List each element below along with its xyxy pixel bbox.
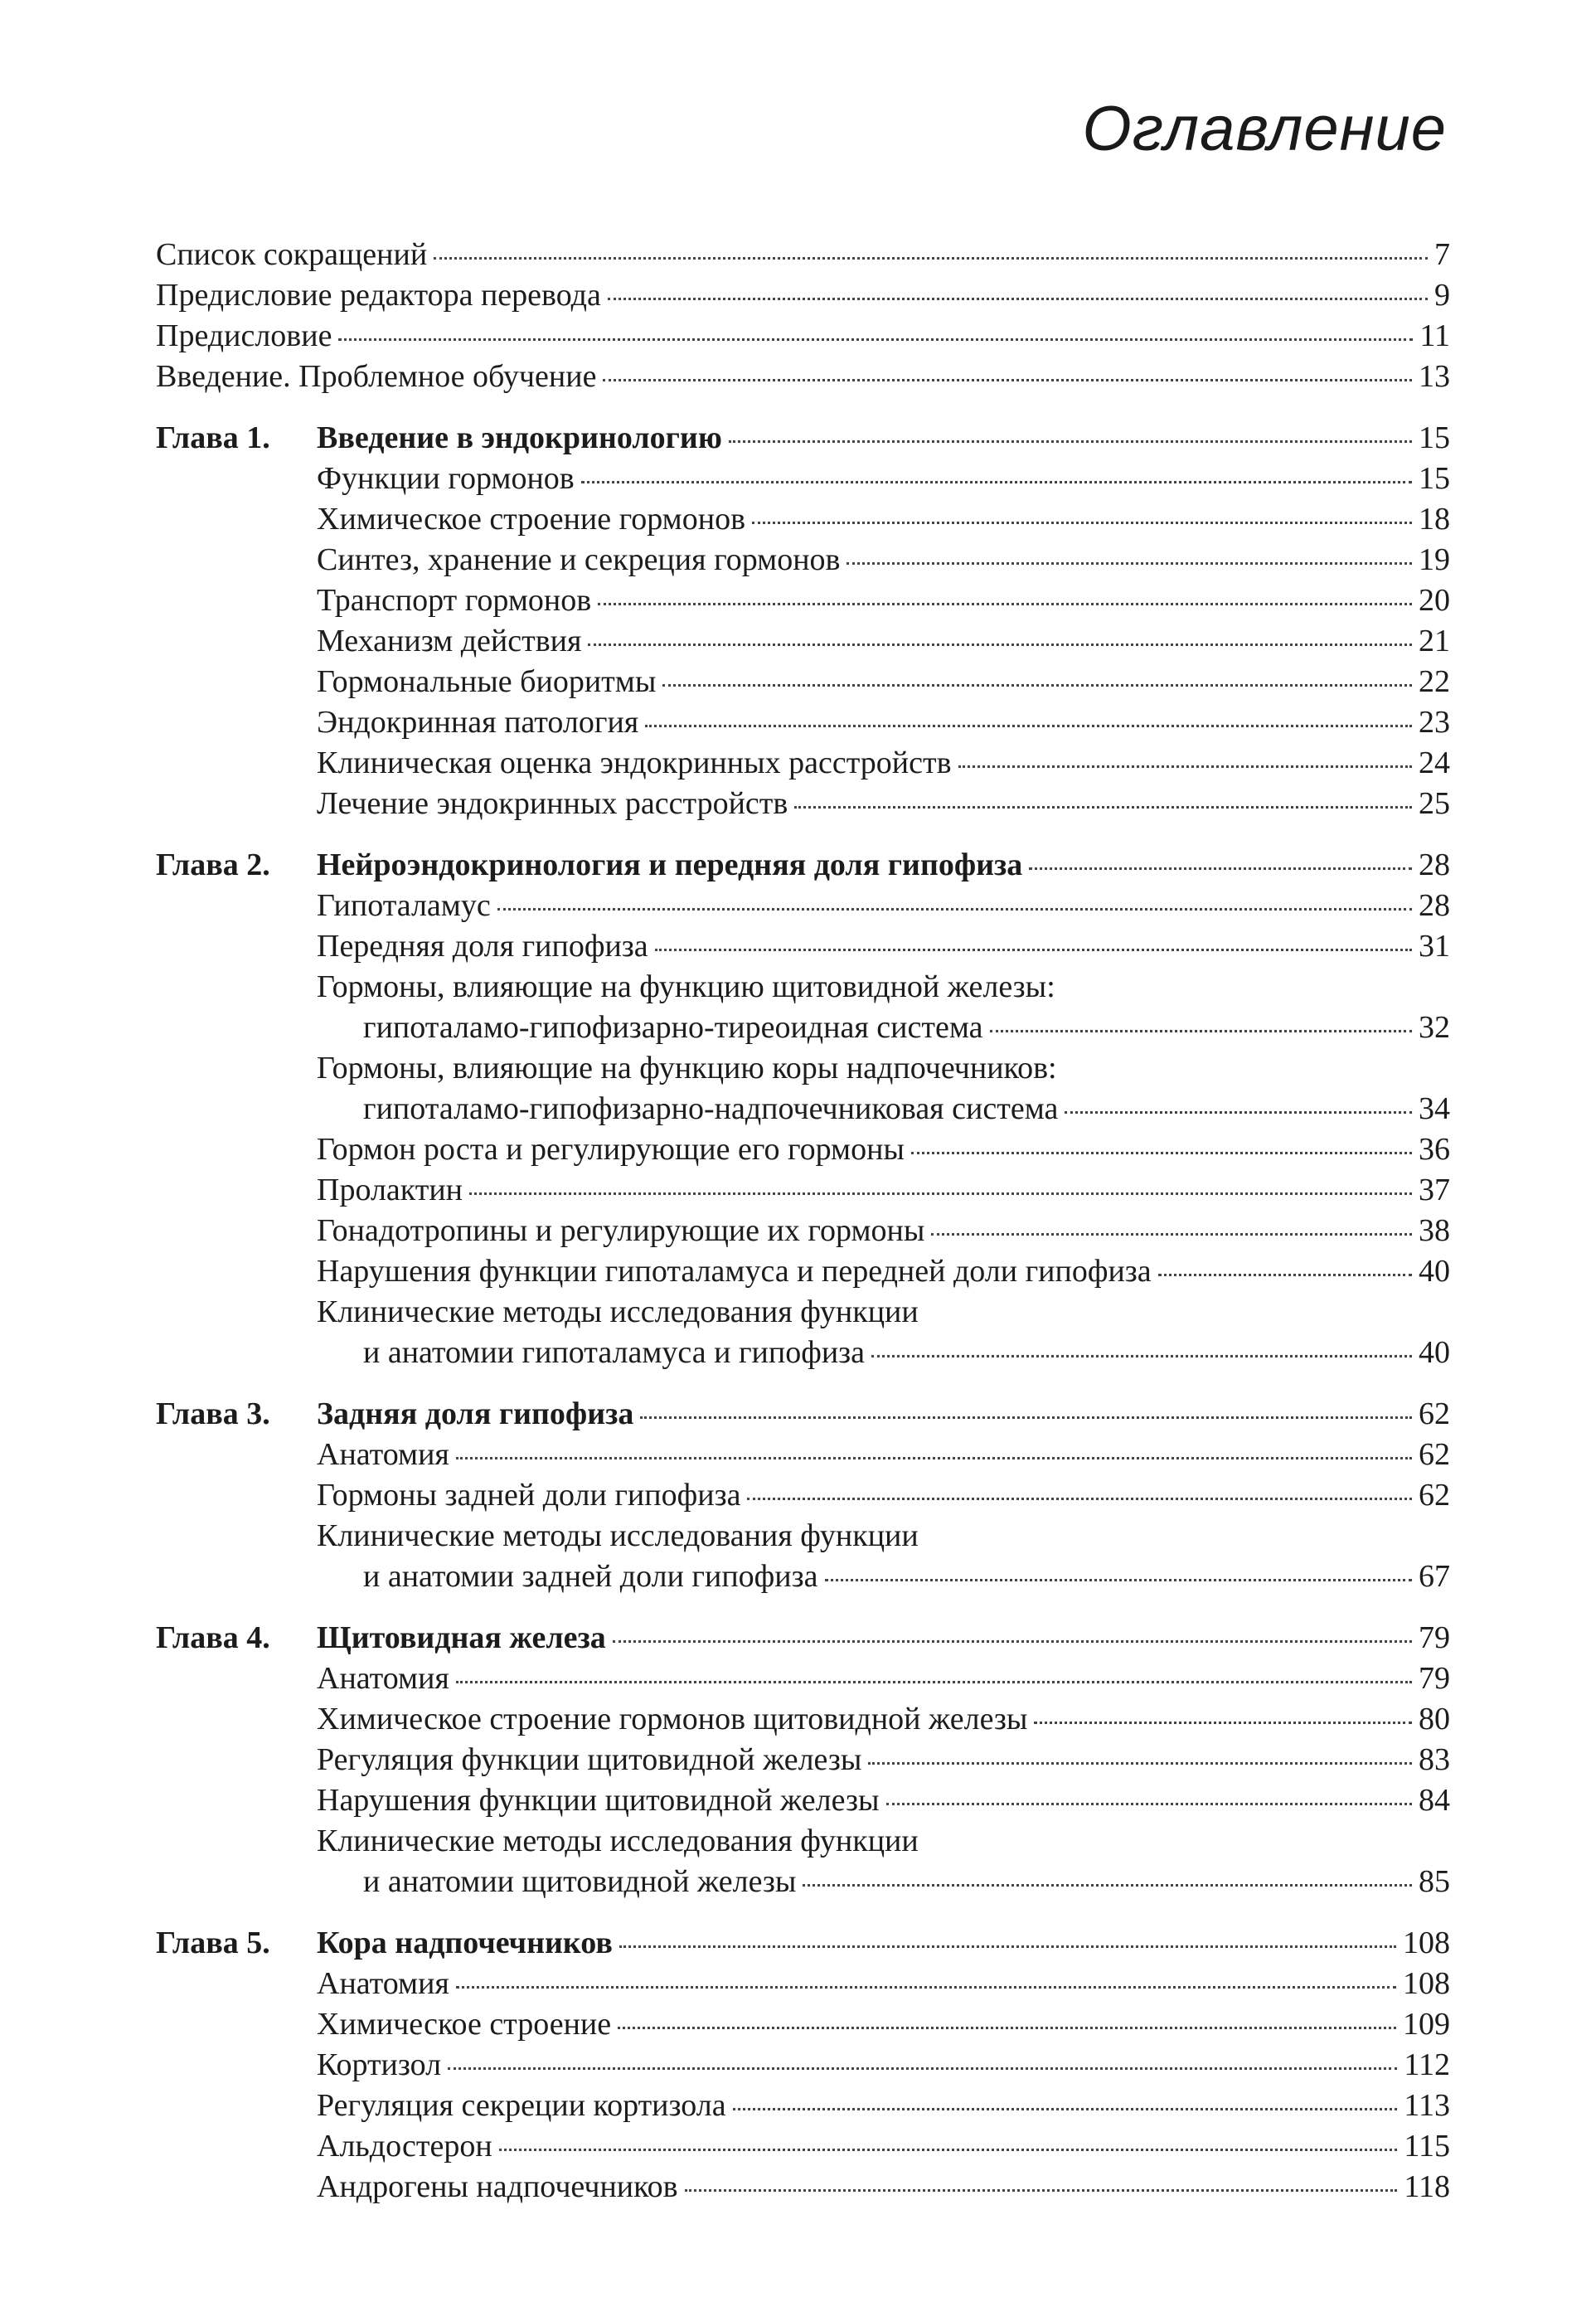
toc-page-number: 11 — [1419, 318, 1450, 353]
dot-leader — [618, 2027, 1396, 2029]
dot-leader — [469, 1192, 1412, 1195]
toc-entry-title: Введение. Проблемное обучение — [156, 359, 597, 394]
toc-section-entry[interactable] — [156, 1557, 1450, 1597]
toc-section-entry-line[interactable] — [156, 1048, 1450, 1089]
toc-entry-title: Андрогены надпочечников — [317, 2169, 678, 2204]
chapter-title: Щитовидная железа — [317, 1620, 606, 1655]
group-spacer — [156, 1902, 1450, 1923]
group-spacer — [156, 397, 1450, 418]
chapter-group — [156, 1618, 1450, 1902]
toc-page-number: 24 — [1419, 745, 1450, 780]
dot-leader — [497, 908, 1412, 911]
toc-section-entry[interactable] — [156, 702, 1450, 743]
toc-page-number: 67 — [1419, 1559, 1450, 1594]
toc-entry-title: Передняя доля гипофиза — [317, 929, 648, 964]
toc-page-number: 21 — [1419, 624, 1450, 658]
toc-entry-title: Гипоталамус — [317, 888, 491, 923]
dot-leader — [825, 1579, 1413, 1581]
toc-page-number: 85 — [1419, 1864, 1450, 1899]
toc-section-entry[interactable] — [156, 1780, 1450, 1821]
dot-leader — [645, 725, 1412, 727]
toc-page-number: 18 — [1419, 502, 1450, 537]
toc-entry-title: Нарушения функции щитовидной железы — [317, 1783, 880, 1818]
dot-leader — [752, 522, 1412, 524]
toc-section-entry[interactable] — [156, 1008, 1450, 1048]
group-spacer — [156, 1373, 1450, 1394]
dot-leader — [603, 379, 1412, 381]
toc-entry-title: Химическое строение — [317, 2007, 612, 2042]
dot-leader — [747, 1498, 1412, 1500]
toc-page-number: 40 — [1419, 1335, 1450, 1370]
toc-page-number: 80 — [1419, 1702, 1450, 1736]
dot-leader — [733, 2108, 1398, 2110]
dot-leader — [338, 338, 1413, 341]
dot-leader — [685, 2189, 1398, 2192]
toc-entry-title: Анатомия — [317, 1661, 449, 1696]
dot-leader — [640, 1416, 1412, 1419]
dot-leader — [581, 481, 1412, 483]
dot-leader — [794, 806, 1412, 809]
chapter-group — [156, 418, 1450, 824]
toc-entry-title: Клинические методы исследования функции — [317, 1518, 919, 1553]
dot-leader — [1029, 867, 1412, 870]
table-of-contents — [156, 235, 1450, 2207]
toc-section-entry[interactable] — [156, 1170, 1450, 1211]
toc-section-entry[interactable] — [156, 1862, 1450, 1902]
chapter-heading[interactable] — [156, 1923, 1450, 1964]
toc-entry-title: Предисловие редактора перевода — [156, 278, 601, 313]
toc-page-number: 84 — [1419, 1783, 1450, 1818]
toc-entry-title: Регуляция секреции кортизола — [317, 2088, 726, 2123]
toc-section-entry[interactable] — [156, 1251, 1450, 1292]
toc-page-number: 7 — [1434, 237, 1450, 272]
toc-section-entry-line[interactable] — [156, 1516, 1450, 1557]
toc-section-entry[interactable] — [156, 1435, 1450, 1475]
toc-entry-title: Анатомия — [317, 1966, 449, 2001]
chapter-number: Глава 1. — [156, 420, 270, 455]
toc-entry[interactable] — [156, 275, 1450, 316]
toc-section-entry[interactable] — [156, 1129, 1450, 1170]
dot-leader — [456, 1457, 1412, 1459]
toc-entry-title: Предисловие — [156, 318, 332, 353]
chapter-number: Глава 3. — [156, 1396, 270, 1431]
toc-entry-title: Клиническая оценка эндокринных расстройств — [317, 745, 952, 780]
toc-section-entry[interactable] — [156, 2126, 1450, 2167]
toc-entry-title: Альдостерон — [317, 2129, 492, 2164]
dot-leader — [434, 257, 1428, 260]
chapter-number: Глава 5. — [156, 1926, 270, 1960]
toc-section-entry[interactable] — [156, 580, 1450, 621]
toc-section-entry-line[interactable] — [156, 967, 1450, 1008]
dot-leader — [868, 1762, 1412, 1765]
group-spacer — [156, 1597, 1450, 1618]
dot-leader — [886, 1803, 1412, 1805]
toc-entry[interactable] — [156, 357, 1450, 397]
toc-entry-title: Гормональные биоритмы — [317, 664, 657, 699]
toc-section-entry[interactable] — [156, 926, 1450, 967]
toc-entry-title: гипоталамо-гипофизарно-тиреоидная система — [363, 1010, 983, 1045]
dot-leader — [958, 765, 1412, 768]
toc-page-number: 109 — [1403, 2007, 1450, 2042]
dot-leader — [613, 1640, 1412, 1643]
toc-page-number: 108 — [1403, 1926, 1450, 1960]
toc-page-number: 79 — [1419, 1620, 1450, 1655]
toc-entry[interactable] — [156, 235, 1450, 275]
dot-leader — [655, 949, 1412, 951]
toc-page-number: 118 — [1404, 2169, 1450, 2204]
dot-leader — [911, 1152, 1412, 1154]
dot-leader — [847, 562, 1412, 565]
toc-section-entry[interactable] — [156, 1475, 1450, 1516]
toc-entry-title: Гормоны задней доли гипофиза — [317, 1478, 741, 1513]
chapter-heading[interactable] — [156, 1618, 1450, 1659]
toc-section-entry-line[interactable] — [156, 1821, 1450, 1862]
toc-entry-title: гипоталамо-гипофизарно-надпочечниковая система — [363, 1091, 1059, 1126]
toc-page-number: 22 — [1419, 664, 1450, 699]
toc-section-entry[interactable] — [156, 1659, 1450, 1699]
page-title: Оглавление — [1082, 94, 1447, 164]
dot-leader — [456, 1986, 1396, 1989]
dot-leader — [931, 1233, 1412, 1236]
chapter-number: Глава 4. — [156, 1620, 270, 1655]
toc-entry[interactable] — [156, 316, 1450, 357]
toc-section-entry[interactable] — [156, 1089, 1450, 1129]
group-spacer — [156, 824, 1450, 845]
dot-leader — [619, 1945, 1396, 1948]
dot-leader — [499, 2149, 1398, 2151]
toc-section-entry[interactable] — [156, 886, 1450, 926]
chapter-title: Введение в эндокринологию — [317, 420, 722, 455]
chapter-group — [156, 1394, 1450, 1597]
toc-entry-title: Пролактин — [317, 1173, 463, 1207]
toc-entry-title: и анатомии задней доли гипофиза — [363, 1559, 818, 1594]
toc-page-number: 62 — [1419, 1396, 1450, 1431]
chapter-heading[interactable] — [156, 418, 1450, 459]
toc-page-number: 28 — [1419, 888, 1450, 923]
toc-page-number: 40 — [1419, 1254, 1450, 1289]
dot-leader — [598, 603, 1412, 605]
toc-entry-title: Нарушения функции гипоталамуса и передней доли гипофиза — [317, 1254, 1152, 1289]
toc-page-number: 19 — [1419, 542, 1450, 577]
toc-page-number: 112 — [1404, 2047, 1450, 2082]
toc-entry-title: Клинические методы исследования функции — [317, 1824, 919, 1858]
toc-section-entry[interactable] — [156, 621, 1450, 662]
dot-leader — [1034, 1722, 1412, 1724]
chapter-number: Глава 2. — [156, 847, 270, 882]
toc-page-number: 25 — [1419, 786, 1450, 821]
toc-section-entry[interactable] — [156, 2045, 1450, 2086]
toc-page-number: 115 — [1404, 2129, 1450, 2164]
toc-entry-title: Химическое строение гормонов щитовидной железы — [317, 1702, 1028, 1736]
toc-page-number: 83 — [1419, 1742, 1450, 1777]
toc-page-number: 15 — [1419, 461, 1450, 496]
chapter-heading[interactable] — [156, 845, 1450, 886]
toc-entry-title: Анатомия — [317, 1437, 449, 1472]
toc-entry-title: Механизм действия — [317, 624, 582, 658]
toc-entry-title: Кортизол — [317, 2047, 442, 2082]
toc-section-entry[interactable] — [156, 1964, 1450, 2004]
chapter-title: Кора надпочечников — [317, 1926, 613, 1960]
dot-leader — [588, 643, 1412, 646]
dot-leader — [990, 1030, 1413, 1032]
toc-page-number: 28 — [1419, 847, 1450, 882]
chapter-title: Нейроэндокринология и передняя доля гипофиза — [317, 847, 1023, 882]
front-matter-group — [156, 235, 1450, 397]
dot-leader — [662, 684, 1412, 687]
toc-page-number: 31 — [1419, 929, 1450, 964]
dot-leader — [448, 2067, 1397, 2070]
toc-page-number: 38 — [1419, 1213, 1450, 1248]
toc-section-entry[interactable] — [156, 2004, 1450, 2045]
toc-entry-title: Синтез, хранение и секреция гормонов — [317, 542, 841, 577]
toc-section-entry[interactable] — [156, 1211, 1450, 1251]
dot-leader — [456, 1681, 1412, 1683]
toc-section-entry[interactable] — [156, 499, 1450, 540]
toc-entry-title: и анатомии щитовидной железы — [363, 1864, 797, 1899]
toc-entry-title: Лечение эндокринных расстройств — [317, 786, 788, 821]
dot-leader — [1158, 1274, 1412, 1276]
toc-section-entry[interactable] — [156, 784, 1450, 824]
toc-entry-title: Гормон роста и регулирующие его гормоны — [317, 1132, 905, 1167]
toc-entry-title: и анатомии гипоталамуса и гипофиза — [363, 1335, 866, 1370]
toc-page-number: 37 — [1419, 1173, 1450, 1207]
toc-page-number: 62 — [1419, 1478, 1450, 1513]
toc-section-entry[interactable] — [156, 540, 1450, 580]
toc-entry-title: Транспорт гормонов — [317, 583, 592, 618]
dot-leader — [871, 1355, 1412, 1357]
toc-page-number: 13 — [1419, 359, 1450, 394]
toc-section-entry[interactable] — [156, 1699, 1450, 1740]
toc-section-entry[interactable] — [156, 1740, 1450, 1780]
toc-page-number: 113 — [1404, 2088, 1450, 2123]
toc-page-number: 34 — [1419, 1091, 1450, 1126]
toc-page-number: 36 — [1419, 1132, 1450, 1167]
toc-entry-title: Гонадотропины и регулирующие их гормоны — [317, 1213, 925, 1248]
toc-entry-title: Химическое строение гормонов — [317, 502, 746, 537]
dot-leader — [608, 298, 1428, 300]
toc-entry-title: Гормоны, влияющие на функцию щитовидной железы: — [317, 969, 1055, 1004]
toc-section-entry[interactable] — [156, 2086, 1450, 2126]
toc-page-number: 20 — [1419, 583, 1450, 618]
toc-entry-title: Клинические методы исследования функции — [317, 1294, 919, 1329]
toc-section-entry[interactable] — [156, 2167, 1450, 2207]
toc-section-entry-line[interactable] — [156, 1292, 1450, 1333]
chapter-title: Задняя доля гипофиза — [317, 1396, 634, 1431]
toc-entry-title: Список сокращений — [156, 237, 428, 272]
toc-section-entry[interactable] — [156, 1333, 1450, 1373]
toc-entry-title: Регуляция функции щитовидной железы — [317, 1742, 862, 1777]
toc-section-entry[interactable] — [156, 743, 1450, 784]
toc-page-number: 108 — [1403, 1966, 1450, 2001]
dot-leader — [729, 440, 1412, 443]
toc-page-number: 9 — [1434, 278, 1450, 313]
dot-leader — [1065, 1111, 1412, 1114]
toc-page-number: 23 — [1419, 705, 1450, 740]
toc-entry-title: Эндокринная патология — [317, 705, 639, 740]
dot-leader — [803, 1884, 1412, 1887]
chapter-heading[interactable] — [156, 1394, 1450, 1435]
toc-page-number: 32 — [1419, 1010, 1450, 1045]
toc-page-number: 62 — [1419, 1437, 1450, 1472]
toc-page-number: 79 — [1419, 1661, 1450, 1696]
toc-entry-title: Функции гормонов — [317, 461, 575, 496]
toc-page-number: 15 — [1419, 420, 1450, 455]
chapter-group — [156, 845, 1450, 1373]
toc-section-entry[interactable] — [156, 459, 1450, 499]
toc-section-entry[interactable] — [156, 662, 1450, 702]
toc-entry-title: Гормоны, влияющие на функцию коры надпочечников: — [317, 1051, 1057, 1085]
chapter-group — [156, 1923, 1450, 2207]
